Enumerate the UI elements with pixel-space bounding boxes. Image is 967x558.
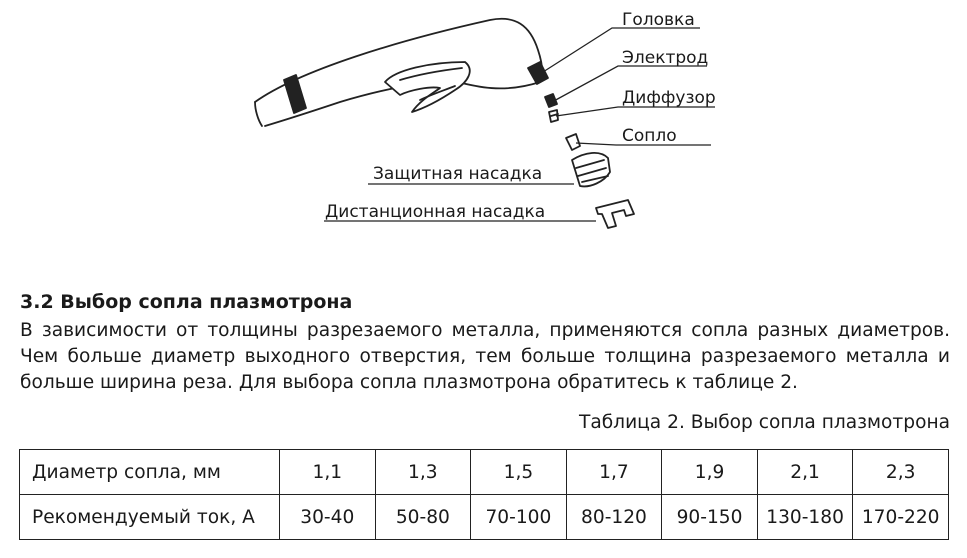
table-cell: 1,5 [471,450,567,495]
table-cell: 1,3 [375,450,471,495]
table-row-diameter [20,450,949,495]
row-header-current: Рекомендуемый ток, А [20,495,280,540]
table-cell: 1,9 [662,450,758,495]
leader-diffuser [556,107,715,116]
row-header-diameter: Диаметр сопла, мм [20,450,280,495]
table-cell: 2,3 [853,450,949,495]
table-cell: 90-150 [662,495,758,540]
table-cell: 2,1 [757,450,853,495]
shield-cap-part [572,153,610,186]
torch-exploded-diagram [0,0,967,270]
label-shield-cap: Защитная насадка [373,164,543,184]
torch-grip-ring [284,75,306,113]
torch-illustration [0,0,967,270]
standoff-guide-part [596,200,634,228]
table-row-current [20,495,949,540]
table-cell: 70-100 [471,495,567,540]
section-paragraph: В зависимости от толщины разрезаемого металла, применяются сопла разных диаметров. Чем больше диаметр выходного отверстия, тем больше толщина разрезаемого металла и больше ширина реза. Для выбора сопла плазмотрона обратитесь к таблице 2. [20,320,950,393]
label-electrode: Электрод [622,48,709,68]
label-nozzle: Сопло [622,126,677,146]
nozzle-selection-table [19,449,949,540]
table-cell: 80-120 [566,495,662,540]
nozzle-part [566,134,580,150]
table-caption: Таблица 2. Выбор сопла плазмотрона [578,412,950,433]
table-cell: 50-80 [375,495,471,540]
table-cell: 1,7 [566,450,662,495]
table-cell: 130-180 [757,495,853,540]
label-diffuser: Диффузор [622,88,716,108]
torch-head-cap [528,62,548,84]
table-cell: 1,1 [280,450,376,495]
label-head: Головка [622,10,695,30]
table-cell: 170-220 [853,495,949,540]
section-title: 3.2 Выбор сопла плазмотрона [20,291,353,313]
label-standoff-guide: Дистанционная насадка [325,202,546,222]
table-cell: 30-40 [280,495,376,540]
